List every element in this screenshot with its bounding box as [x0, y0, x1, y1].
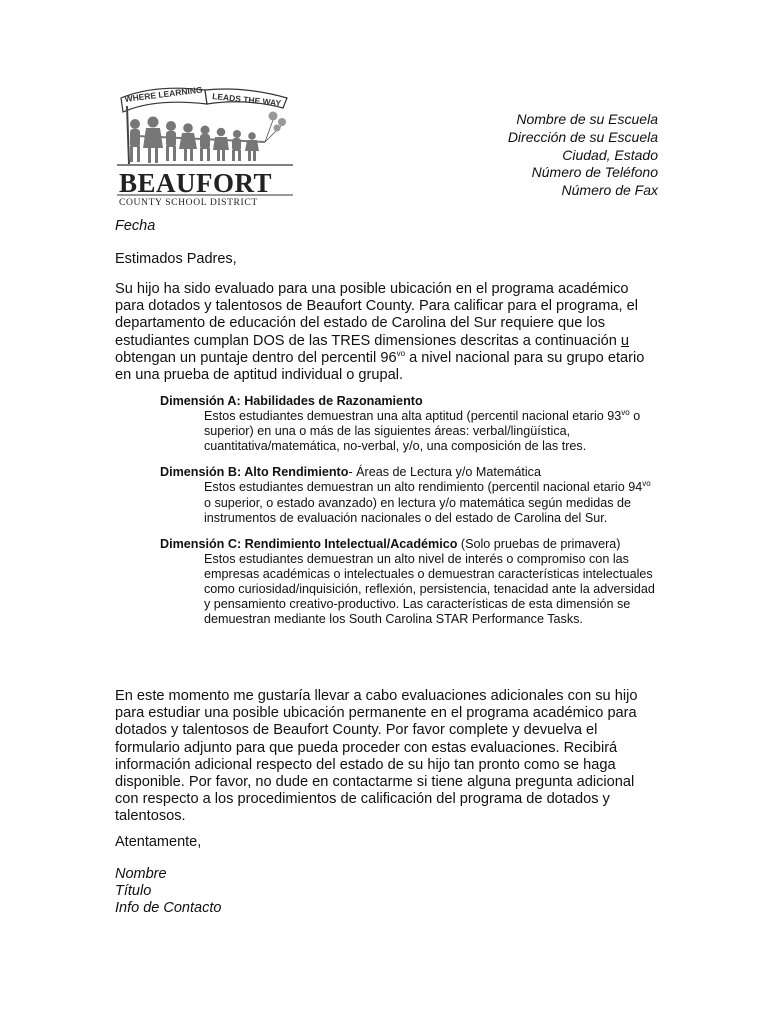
- fax-number: Número de Fax: [561, 182, 658, 199]
- signature-name: Nombre: [115, 866, 167, 882]
- dimension-a: [160, 394, 660, 454]
- intro-paragraph: Su hijo ha sido evaluado para una posible ubicación en el programa académico para dotados y talentosos de Beaufort County. Para calificar para el programa, el departamento de educación del estado de Carolina del Sur requiere que los estudiantes cumplan DOS de las TRES dimensiones descritas a continuación u obtengan un puntaje dentro del percentil $96^{vo}$ a nivel nacional para su grupo etario en una prueba de aptitud individual o grupal.: [115, 281, 645, 384]
- phone-number: Número de Teléfono: [531, 164, 658, 181]
- dimension-title: Dimensión B: Alto Rendimiento- Áreas de Lectura y/o Matemática: [160, 465, 541, 480]
- evaluation-paragraph: En este momento me gustaría llevar a cabo evaluaciones adicionales con su hijo para estudiar una posible ubicación permanente en el programa académico para dotados y talentosos de Beaufort County. Por favor complete y devuelva el formulario adjunto para que pueda proceder con estas evaluaciones. Recibirá información adicional respecto del estado de su hijo tan pronto como se haga disponible. Por favor, no dude en contactarme si tiene alguna pregunta adicional con respecto a los procedimientos de calificación del programa de dotados y talentosos.: [115, 688, 638, 825]
- svg-text:LEADS THE WAY: LEADS THE WAY: [211, 91, 282, 109]
- school-name: Nombre de su Escuela: [516, 111, 658, 127]
- city-state: Ciudad, Estado: [562, 146, 658, 163]
- svg-text:WHERE LEARNING: WHERE LEARNING: [124, 84, 204, 104]
- svg-text:BEAUFORT: BEAUFORT: [119, 168, 273, 198]
- signature-contact: Info de Contacto: [115, 900, 222, 917]
- dimensions-list: [160, 394, 660, 638]
- dimension-b: [160, 465, 660, 525]
- dimension-c: [160, 537, 660, 628]
- dimension-description: Estos estudiantes demuestran un alto nivel de interés o compromiso con las empresas académicas o intelectuales o demuestran características intelectuales como curiosidad/inquisición, reflexión, persistencia, tenacidad ante la adversidad y pensamiento creativo-productivo. Las características de esta dimensión se demuestran mediante los South Carolina STAR Performance Tasks.: [204, 551, 655, 627]
- greeting: Estimados Padres,: [115, 251, 237, 267]
- signature-title: Título: [115, 883, 152, 900]
- dimension-description: Estos estudiantes demuestran un alto rendimiento (percentil nacional etario $94^{vo}$ o superior, o estado avanzado) en lectura y/o matemática según medidas de instrumentos de evaluación nacionales o del estado de Carolina del Sur.: [204, 479, 651, 525]
- date-label: Fecha: [115, 218, 156, 234]
- school-address-block: [298, 111, 658, 200]
- signature-block: [115, 866, 221, 918]
- closing: Atentamente,: [115, 834, 202, 850]
- school-address: Dirección de su Escuela: [507, 128, 658, 145]
- svg-text:COUNTY SCHOOL DISTRICT: COUNTY SCHOOL DISTRICT: [119, 197, 258, 208]
- dimension-title: Dimensión C: Rendimiento Intelectual/Académico (Solo pruebas de primavera): [160, 536, 621, 551]
- dimension-description: Estos estudiantes demuestran una alta aptitud (percentil nacional etario $93^{vo}$ o superior) en una o más de las siguientes áreas: verbal/lingüística, cuantitativa/matemática, no-verbal, y/o, una composición de las tres.: [204, 407, 641, 454]
- dimension-title: Dimensión A: Habilidades de Razonamiento: [160, 394, 423, 408]
- beaufort-county-school-district-logo: [115, 84, 295, 208]
